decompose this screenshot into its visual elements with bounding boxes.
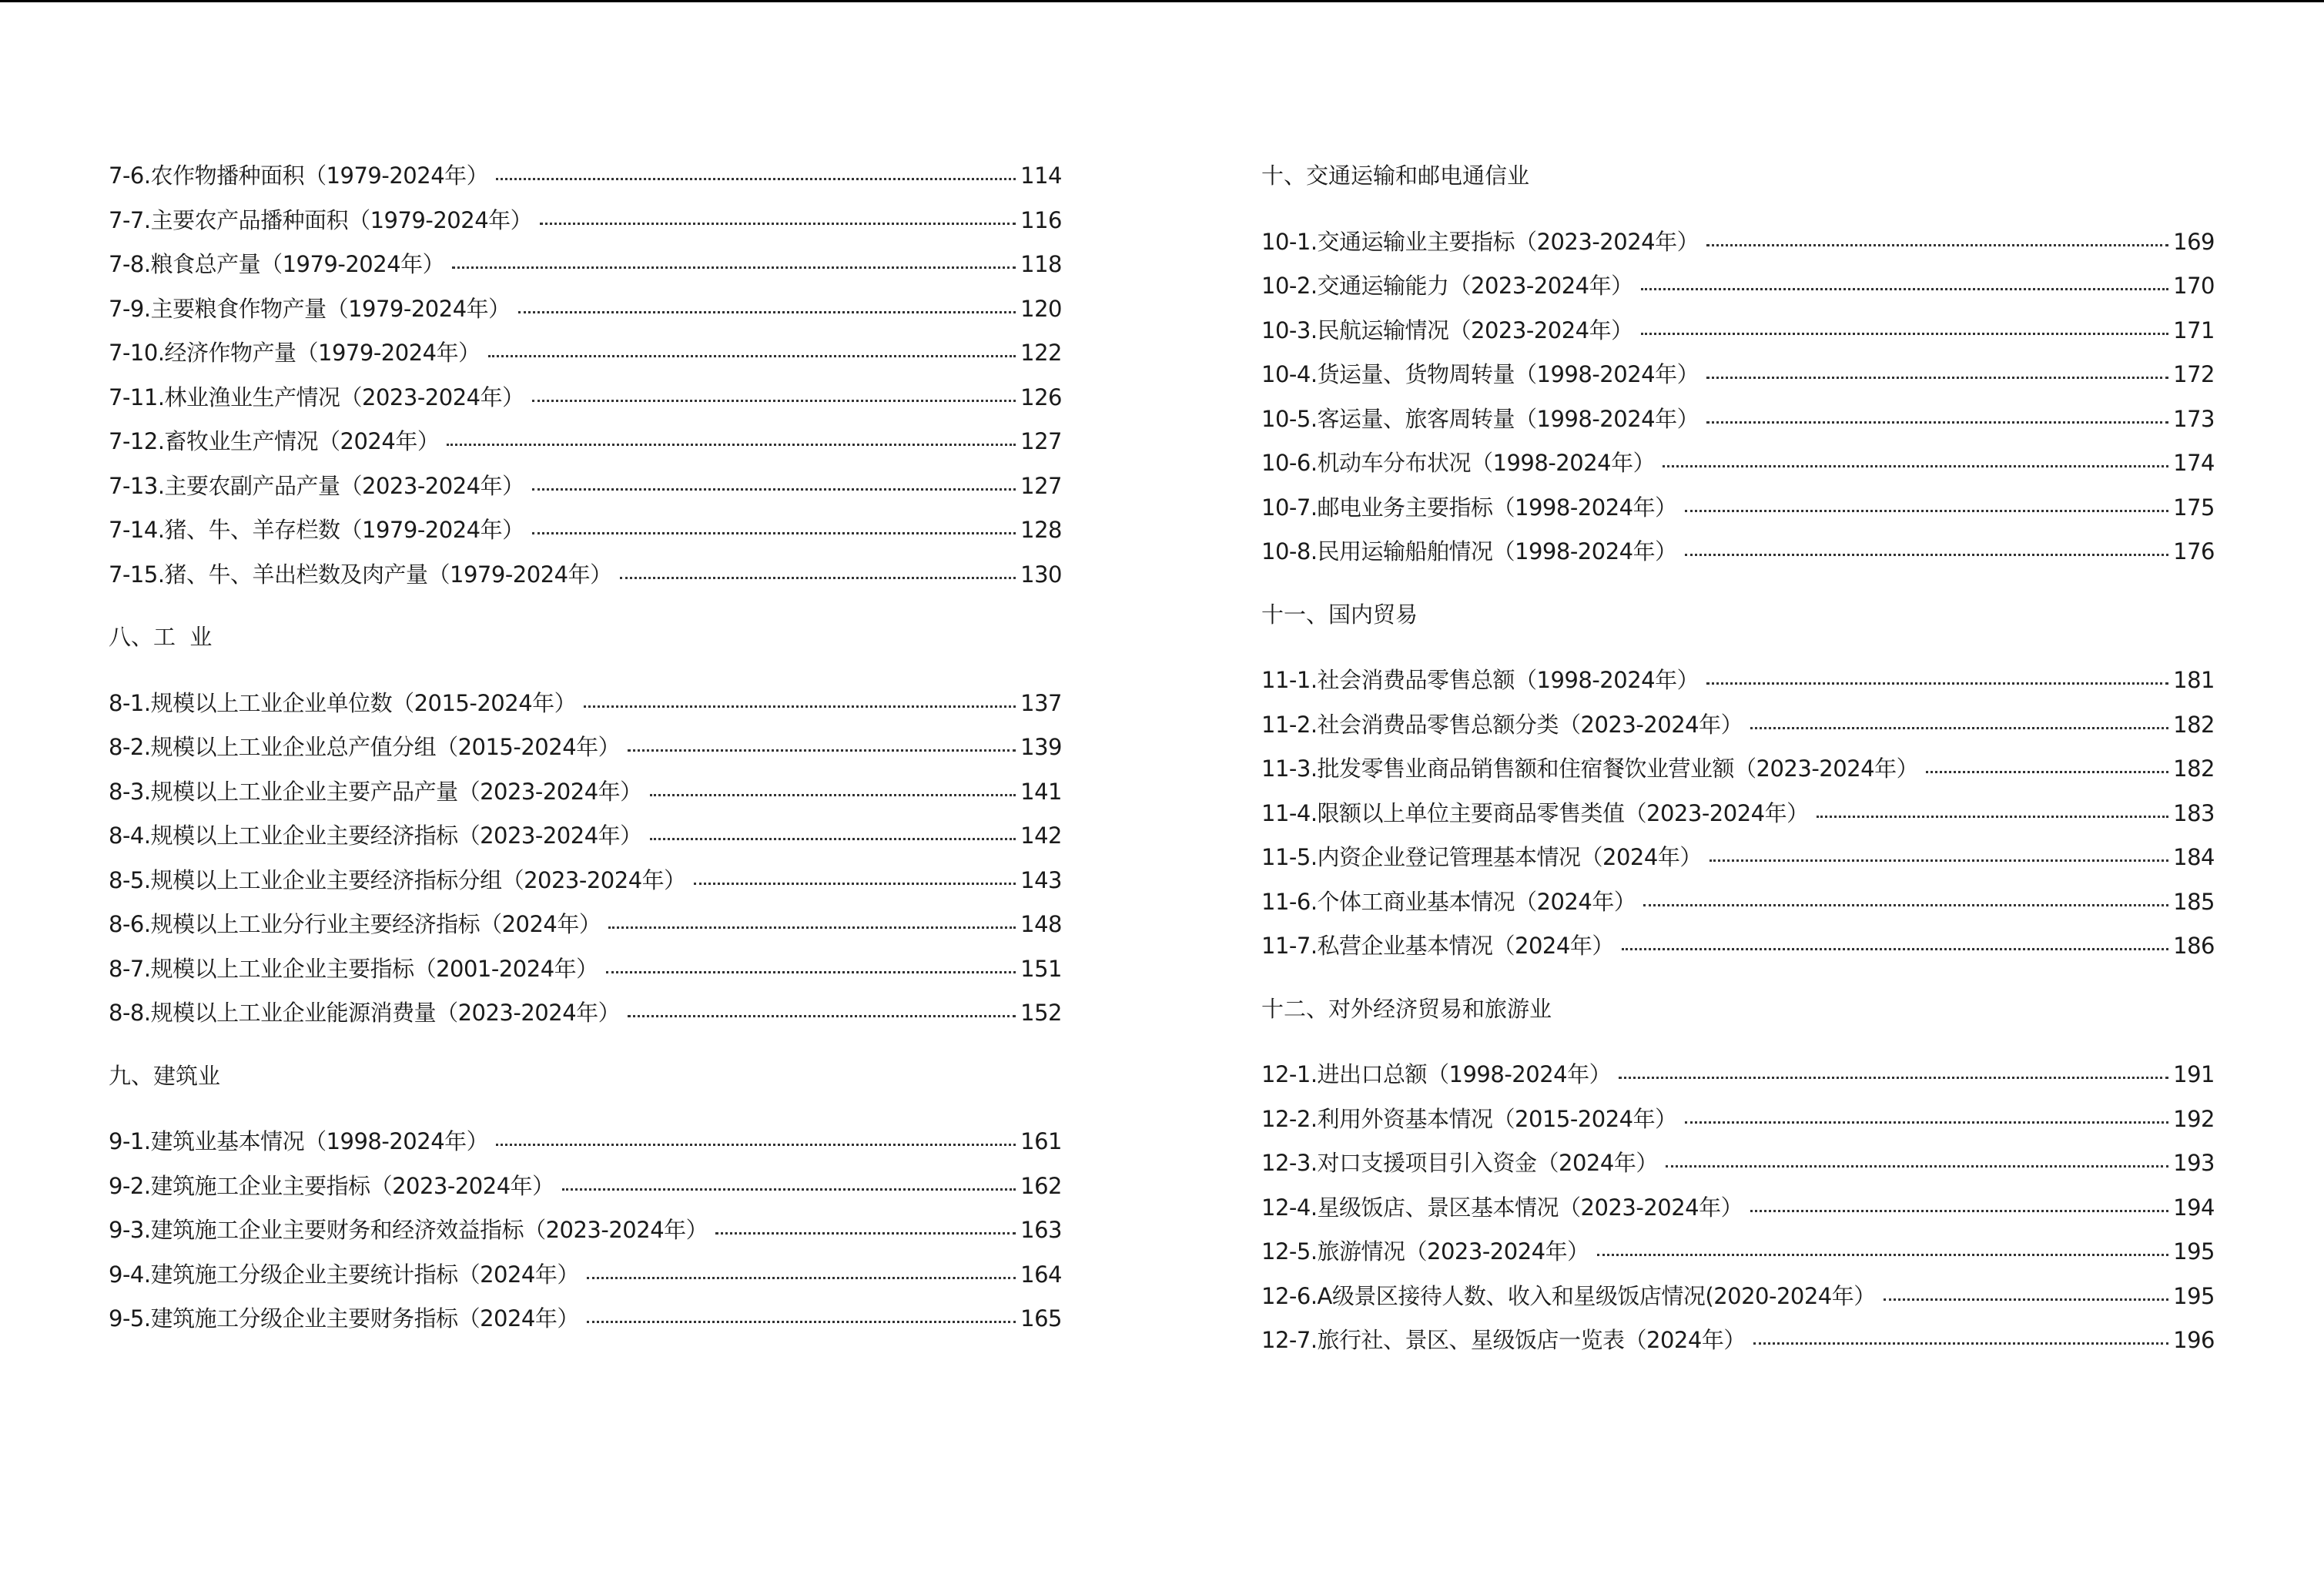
toc-entry-title: 8-4.规模以上工业企业主要经济指标（2023-2024年） — [109, 822, 642, 849]
toc-entry-page: 162 — [1020, 1172, 1062, 1199]
toc-entry-title: 7-8.粮食总产量（1979-2024年） — [109, 251, 445, 277]
toc-entry-title: 8-8.规模以上工业企业能源消费量（2023-2024年） — [109, 1000, 621, 1026]
dot-leader — [1750, 1210, 2168, 1212]
toc-entry-page: 128 — [1020, 517, 1062, 543]
toc-entry-title: 9-2.建筑施工企业主要指标（2023-2024年） — [109, 1172, 554, 1199]
dot-leader — [1706, 244, 2168, 246]
toc-entry[interactable] — [109, 1213, 1062, 1258]
dot-leader — [532, 400, 1016, 402]
toc-entry-page: 139 — [1020, 734, 1062, 760]
toc-entry-page: 170 — [2173, 273, 2215, 299]
toc-entry[interactable] — [1261, 663, 2215, 708]
toc-entry[interactable] — [109, 775, 1062, 819]
toc-entry[interactable] — [109, 513, 1062, 558]
dot-leader — [606, 971, 1016, 973]
toc-entry-title: 9-3.建筑施工企业主要财务和经济效益指标（2023-2024年） — [109, 1217, 708, 1243]
toc-entry[interactable] — [109, 469, 1062, 514]
dot-leader — [1641, 333, 2169, 335]
toc-entry-title: 12-2.利用外资基本情况（2015-2024年） — [1261, 1105, 1677, 1132]
section-heading-foreign-trade-tourism: 十二、对外经济贸易和旅游业 — [1261, 995, 1552, 1022]
toc-entry-title: 9-5.建筑施工分级企业主要财务指标（2024年） — [109, 1305, 579, 1332]
dot-leader — [1685, 1121, 2169, 1124]
dot-leader — [1710, 859, 2168, 862]
toc-entry-page: 152 — [1020, 1000, 1062, 1026]
toc-entry-page: 116 — [1020, 206, 1062, 233]
toc-entry[interactable] — [1261, 402, 2215, 447]
toc-entry[interactable] — [1261, 1146, 2215, 1191]
toc-entry[interactable] — [109, 863, 1062, 908]
toc-entry-title: 10-3.民航运输情况（2023-2024年） — [1261, 317, 1633, 343]
toc-entry-title: 8-6.规模以上工业分行业主要经济指标（2024年） — [109, 911, 601, 937]
toc-entry-title: 7-13.主要农副产品产量（2023-2024年） — [109, 472, 524, 499]
dot-leader — [1926, 771, 2168, 773]
toc-entry-title: 9-4.建筑施工分级企业主要统计指标（2024年） — [109, 1261, 579, 1288]
dot-leader — [650, 838, 1016, 840]
toc-entry-title: 11-1.社会消费品零售总额（1998-2024年） — [1261, 667, 1699, 693]
toc-entry-page: 163 — [1020, 1217, 1062, 1243]
toc-entry-page: 126 — [1020, 384, 1062, 410]
toc-entry-title: 10-5.客运量、旅客周转量（1998-2024年） — [1261, 405, 1699, 432]
toc-entry-page: 141 — [1020, 778, 1062, 805]
dot-leader — [1685, 554, 2169, 556]
toc-entry-title: 11-6.个体工商业基本情况（2024年） — [1261, 888, 1636, 915]
dot-leader — [1884, 1298, 2168, 1301]
toc-entry-title: 12-3.对口支援项目引入资金（2024年） — [1261, 1150, 1658, 1176]
toc-entry-page: 137 — [1020, 689, 1062, 716]
toc-entry-page: 151 — [1020, 955, 1062, 982]
toc-entry[interactable] — [1261, 1102, 2215, 1147]
toc-entry[interactable] — [1261, 357, 2215, 402]
section-heading-industry: 八、工 业 — [109, 624, 213, 650]
toc-entry-title: 11-3.批发零售业商品销售额和住宿餐饮业营业额（2023-2024年） — [1261, 755, 1919, 782]
dot-leader — [628, 1015, 1016, 1017]
toc-entry-title: 11-2.社会消费品零售总额分类（2023-2024年） — [1261, 711, 1743, 738]
toc-entry[interactable] — [1261, 446, 2215, 491]
section-heading-transport: 十、交通运输和邮电通信业 — [1261, 162, 1530, 189]
toc-entry[interactable] — [109, 686, 1062, 731]
toc-entry-title: 8-7.规模以上工业企业主要指标（2001-2024年） — [109, 955, 598, 982]
dot-leader — [715, 1232, 1016, 1235]
toc-entry-title: 12-4.星级饭店、景区基本情况（2023-2024年） — [1261, 1194, 1743, 1221]
dot-leader — [540, 223, 1016, 225]
toc-entry-title: 10-1.交通运输业主要指标（2023-2024年） — [1261, 228, 1699, 255]
toc-entry[interactable] — [109, 424, 1062, 469]
toc-entry-page: 186 — [2173, 933, 2215, 959]
dot-leader — [562, 1188, 1016, 1191]
dot-leader — [1619, 1077, 2168, 1079]
toc-group-8 — [109, 686, 1062, 1040]
dot-leader — [452, 266, 1016, 269]
toc-entry-title: 10-7.邮电业务主要指标（1998-2024年） — [1261, 494, 1677, 521]
toc-group-7 — [109, 159, 1062, 601]
toc-group-11 — [1261, 663, 2215, 973]
toc-entry-title: 7-6.农作物播种面积（1979-2024年） — [109, 162, 489, 189]
toc-entry-page: 114 — [1020, 162, 1062, 189]
toc-entry-title: 7-15.猪、牛、羊出栏数及肉产量（1979-2024年） — [109, 561, 612, 588]
toc-entry[interactable] — [1261, 225, 2215, 270]
toc-entry-page: 175 — [2173, 494, 2215, 521]
toc-entry[interactable] — [109, 380, 1062, 425]
toc-entry[interactable] — [109, 336, 1062, 380]
toc-entry[interactable] — [1261, 534, 2215, 579]
dot-leader — [1597, 1254, 2169, 1256]
toc-entry-title: 10-8.民用运输船舶情况（1998-2024年） — [1261, 538, 1677, 565]
toc-entry-title: 8-5.规模以上工业企业主要经济指标分组（2023-2024年） — [109, 866, 686, 893]
toc-entry[interactable] — [109, 952, 1062, 997]
toc-entry-title: 7-9.主要粮食作物产量（1979-2024年） — [109, 295, 511, 322]
dot-leader — [447, 444, 1016, 446]
dot-leader — [1643, 904, 2168, 906]
toc-group-10 — [1261, 225, 2215, 579]
dot-leader — [496, 1144, 1016, 1146]
dot-leader — [584, 705, 1016, 708]
dot-leader — [496, 178, 1016, 180]
toc-entry-page: 184 — [2173, 844, 2215, 870]
toc-entry-page: 127 — [1020, 472, 1062, 499]
toc-entry-page: 143 — [1020, 866, 1062, 893]
toc-group-9 — [109, 1124, 1062, 1346]
toc-entry-title: 7-10.经济作物产量（1979-2024年） — [109, 340, 481, 366]
toc-entry-page: 183 — [2173, 799, 2215, 826]
toc-entry[interactable] — [1261, 1235, 2215, 1279]
toc-entry[interactable] — [1261, 491, 2215, 535]
toc-entry-page: 161 — [1020, 1128, 1062, 1154]
dot-leader — [1641, 288, 2169, 290]
dot-leader — [694, 883, 1016, 885]
dot-leader — [650, 794, 1016, 796]
dot-leader — [518, 311, 1016, 313]
toc-entry-page: 130 — [1020, 561, 1062, 588]
toc-entry[interactable] — [109, 247, 1062, 292]
toc-entry-title: 7-11.林业渔业生产情况（2023-2024年） — [109, 384, 524, 410]
toc-entry[interactable] — [1261, 708, 2215, 752]
toc-entry-title: 10-2.交通运输能力（2023-2024年） — [1261, 273, 1633, 299]
dot-leader — [1663, 465, 2168, 467]
toc-entry-page: 174 — [2173, 450, 2215, 476]
toc-entry[interactable] — [1261, 752, 2215, 796]
dot-leader — [1706, 682, 2168, 685]
top-border-line — [0, 0, 2324, 2]
toc-entry[interactable] — [109, 1258, 1062, 1302]
toc-entry-page: 165 — [1020, 1305, 1062, 1332]
toc-entry-title: 8-3.规模以上工业企业主要产品产量（2023-2024年） — [109, 778, 642, 805]
toc-entry-page: 176 — [2173, 538, 2215, 565]
toc-entry-title: 8-2.规模以上工业企业总产值分组（2015-2024年） — [109, 734, 621, 760]
dot-leader — [1685, 510, 2169, 512]
toc-entry[interactable] — [1261, 885, 2215, 930]
toc-entry-title: 10-6.机动车分布状况（1998-2024年） — [1261, 450, 1656, 476]
toc-entry-page: 127 — [1020, 428, 1062, 454]
toc-entry[interactable] — [1261, 929, 2215, 973]
dot-leader — [587, 1321, 1016, 1323]
toc-entry-page: 118 — [1020, 251, 1062, 277]
toc-entry[interactable] — [109, 907, 1062, 952]
toc-entry-page: 185 — [2173, 888, 2215, 915]
toc-entry[interactable] — [109, 996, 1062, 1040]
dot-leader — [620, 577, 1016, 579]
toc-entry-title: 12-6.A级景区接待人数、收入和星级饭店情况(2020-2024年） — [1261, 1282, 1876, 1309]
toc-entry-page: 120 — [1020, 295, 1062, 322]
toc-entry-title: 8-1.规模以上工业企业单位数（2015-2024年） — [109, 689, 577, 716]
toc-entry[interactable] — [1261, 269, 2215, 313]
toc-entry[interactable] — [109, 1124, 1062, 1169]
toc-entry-page: 192 — [2173, 1105, 2215, 1132]
section-heading-domestic-trade: 十一、国内贸易 — [1261, 601, 1418, 628]
toc-entry-page: 173 — [2173, 405, 2215, 432]
toc-entry[interactable] — [109, 558, 1062, 602]
dot-leader — [1706, 377, 2168, 379]
toc-entry[interactable] — [1261, 1323, 2215, 1368]
toc-entry[interactable] — [109, 292, 1062, 337]
dot-leader — [608, 926, 1016, 929]
toc-left-column — [109, 159, 1062, 1346]
toc-entry-page: 181 — [2173, 667, 2215, 693]
toc-entry-page: 171 — [2173, 317, 2215, 343]
toc-entry-page: 182 — [2173, 711, 2215, 738]
toc-entry[interactable] — [109, 159, 1062, 203]
toc-entry-title: 7-14.猪、牛、羊存栏数（1979-2024年） — [109, 517, 524, 543]
dot-leader — [1753, 1342, 2168, 1345]
toc-entry[interactable] — [1261, 796, 2215, 841]
toc-entry[interactable] — [1261, 1191, 2215, 1235]
toc-entry[interactable] — [109, 1169, 1062, 1214]
toc-entry-title: 12-7.旅行社、景区、星级饭店一览表（2024年） — [1261, 1327, 1746, 1353]
toc-group-12 — [1261, 1057, 2215, 1368]
toc-entry-title: 10-4.货运量、货物周转量（1998-2024年） — [1261, 361, 1699, 387]
toc-entry-page: 195 — [2173, 1238, 2215, 1265]
toc-entry-title: 11-5.内资企业登记管理基本情况（2024年） — [1261, 844, 1702, 870]
toc-entry[interactable] — [1261, 1279, 2215, 1324]
toc-right-column — [1261, 159, 2215, 1368]
toc-entry-page: 122 — [1020, 340, 1062, 366]
dot-leader — [488, 355, 1016, 357]
dot-leader — [1706, 421, 2168, 424]
toc-entry[interactable] — [1261, 840, 2215, 885]
toc-entry-page: 172 — [2173, 361, 2215, 387]
toc-entry-title: 11-7.私营企业基本情况（2024年） — [1261, 933, 1614, 959]
dot-leader — [1817, 816, 2169, 818]
toc-entry-title: 7-7.主要农产品播种面积（1979-2024年） — [109, 206, 533, 233]
toc-entry-page: 195 — [2173, 1282, 2215, 1309]
toc-entry-page: 193 — [2173, 1150, 2215, 1176]
dot-leader — [532, 488, 1016, 491]
toc-entry-page: 148 — [1020, 911, 1062, 937]
dot-leader — [587, 1277, 1016, 1279]
toc-entry-page: 182 — [2173, 755, 2215, 782]
toc-entry[interactable] — [109, 203, 1062, 248]
dot-leader — [1622, 948, 2168, 950]
toc-entry[interactable] — [109, 1302, 1062, 1346]
toc-entry-page: 196 — [2173, 1327, 2215, 1353]
dot-leader — [1666, 1165, 2168, 1168]
toc-entry-title: 12-1.进出口总额（1998-2024年） — [1261, 1061, 1612, 1087]
toc-entry-page: 194 — [2173, 1194, 2215, 1221]
toc-entry[interactable] — [1261, 313, 2215, 358]
toc-entry[interactable] — [109, 819, 1062, 863]
toc-entry-page: 142 — [1020, 822, 1062, 849]
toc-entry[interactable] — [109, 730, 1062, 775]
toc-entry-title: 12-5.旅游情况（2023-2024年） — [1261, 1238, 1589, 1265]
dot-leader — [1750, 727, 2168, 729]
dot-leader — [532, 532, 1016, 534]
toc-entry[interactable] — [1261, 1057, 2215, 1102]
toc-entry-page: 169 — [2173, 228, 2215, 255]
toc-entry-page: 164 — [1020, 1261, 1062, 1288]
toc-entry-page: 191 — [2173, 1061, 2215, 1087]
toc-entry-title: 9-1.建筑业基本情况（1998-2024年） — [109, 1128, 489, 1154]
section-heading-construction: 九、建筑业 — [109, 1062, 221, 1089]
toc-entry-title: 11-4.限额以上单位主要商品零售类值（2023-2024年） — [1261, 799, 1809, 826]
toc-entry-title: 7-12.畜牧业生产情况（2024年） — [109, 428, 440, 454]
dot-leader — [628, 749, 1016, 752]
